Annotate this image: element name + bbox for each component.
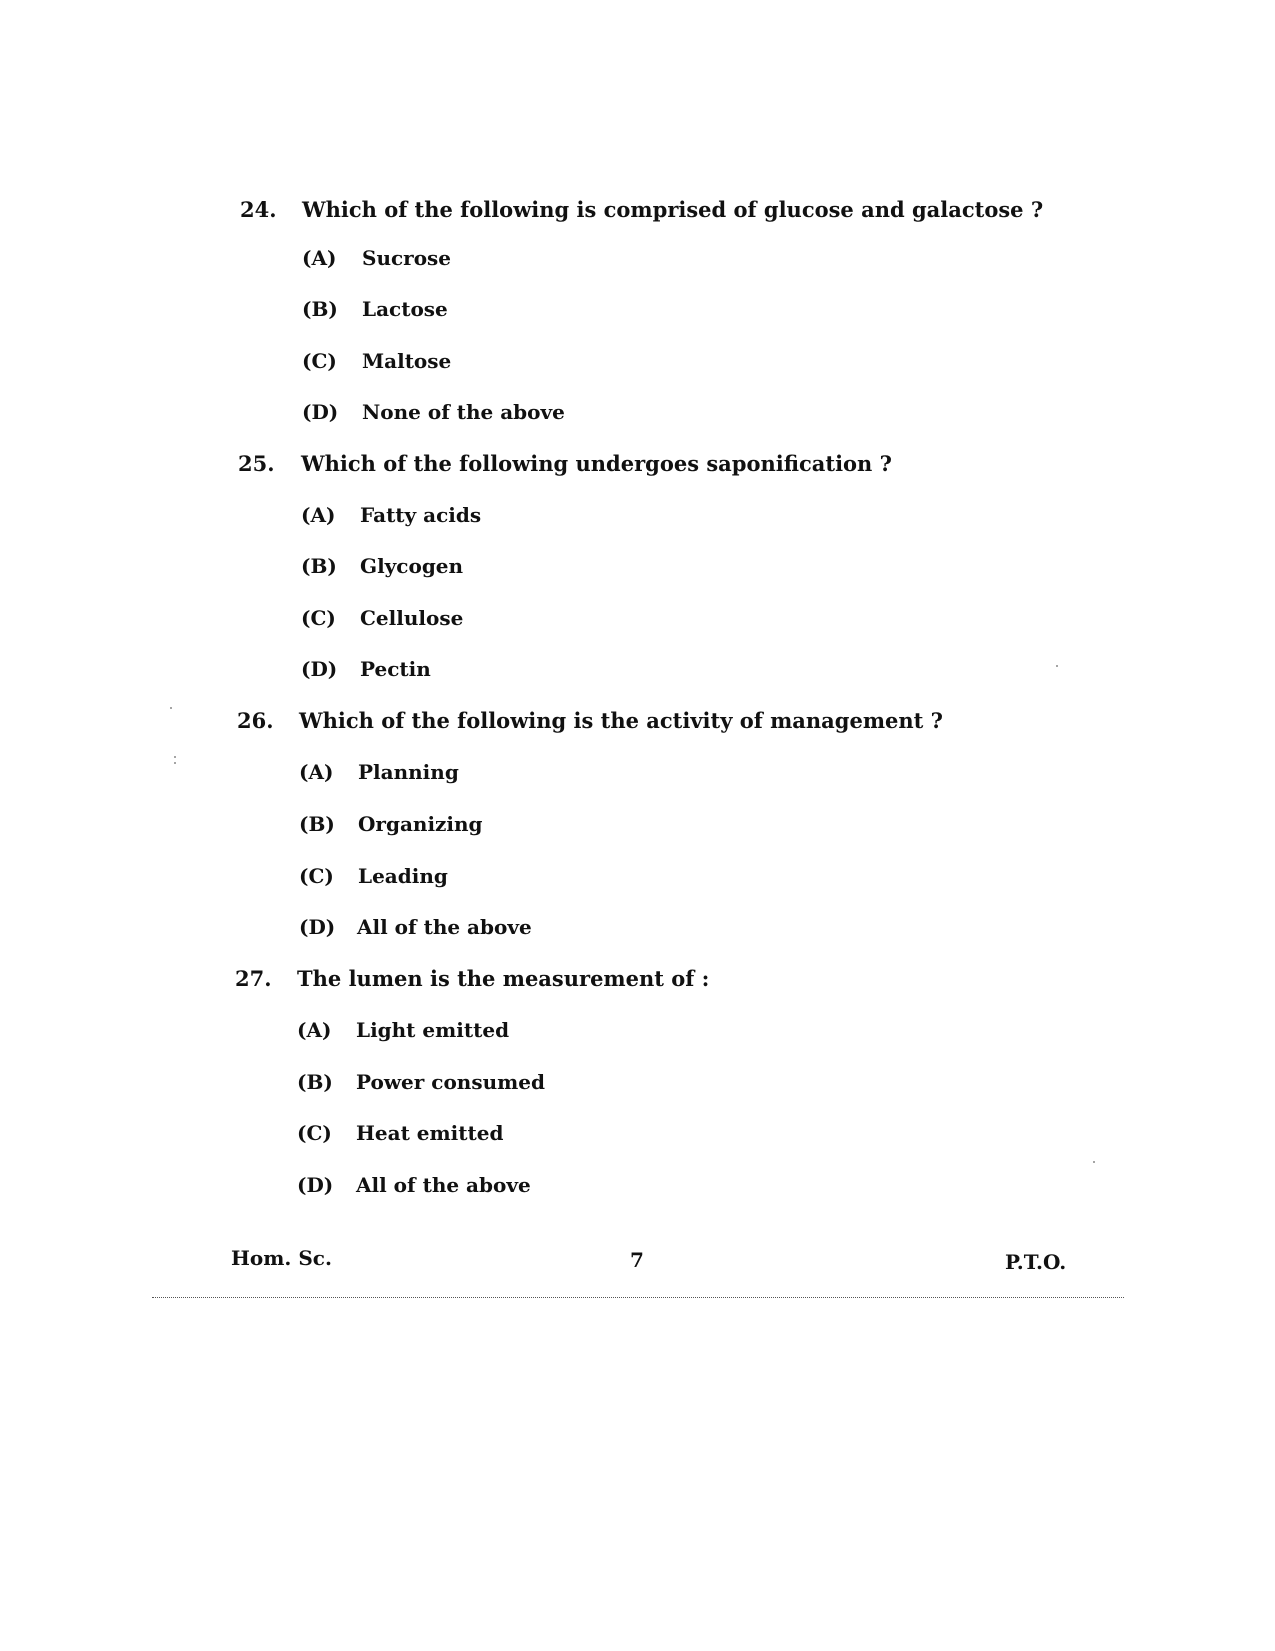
option-label: (D): [301, 657, 338, 681]
question-text: The lumen is the measurement of :: [297, 966, 710, 991]
question-number: 26.: [237, 708, 274, 733]
option-24-a: [0, 244, 1275, 272]
option-26-b: [0, 810, 1275, 838]
option-text: All of the above: [357, 915, 532, 939]
scan-speck: [1056, 665, 1058, 667]
option-text: Glycogen: [360, 554, 464, 578]
option-label: (B): [299, 812, 335, 836]
footer-pto: P.T.O.: [1005, 1250, 1067, 1274]
footer-subject: Hom. Sc.: [231, 1246, 332, 1270]
option-label: (C): [302, 349, 337, 373]
option-25-b: [0, 552, 1275, 580]
question-number: 24.: [240, 197, 277, 222]
scan-speck: [1093, 1161, 1095, 1163]
option-25-d: [0, 655, 1275, 683]
option-text: Light emitted: [356, 1018, 510, 1042]
option-25-c: [0, 604, 1275, 632]
option-text: Heat emitted: [356, 1121, 504, 1145]
question-text: Which of the following is comprised of glucose and galactose ?: [302, 197, 1044, 222]
option-27-c: [0, 1119, 1275, 1147]
question-number: 27.: [235, 966, 272, 991]
option-27-d: [0, 1171, 1275, 1199]
option-label: (B): [297, 1070, 333, 1094]
option-26-d: [0, 913, 1275, 941]
option-label: (D): [297, 1173, 334, 1197]
option-label: (B): [301, 554, 337, 578]
option-27-b: [0, 1068, 1275, 1096]
question-text: Which of the following is the activity of management ?: [299, 708, 943, 733]
option-text: Fatty acids: [360, 503, 482, 527]
option-text: Lactose: [362, 297, 448, 321]
option-26-c: [0, 862, 1275, 890]
option-25-a: [0, 501, 1275, 529]
option-24-c: [0, 347, 1275, 375]
option-text: Pectin: [360, 657, 431, 681]
option-26-a: [0, 758, 1275, 786]
option-27-a: [0, 1016, 1275, 1044]
option-label: (A): [301, 503, 336, 527]
option-label: (A): [299, 760, 334, 784]
option-24-d: [0, 398, 1275, 426]
option-text: Power consumed: [356, 1070, 546, 1094]
option-label: (C): [299, 864, 334, 888]
option-text: None of the above: [362, 400, 565, 424]
option-text: Cellulose: [360, 606, 464, 630]
option-text: Organizing: [358, 812, 483, 836]
option-24-b: [0, 295, 1275, 323]
scan-speck: [174, 762, 176, 764]
option-text: Planning: [358, 760, 459, 784]
question-text: Which of the following undergoes saponification ?: [301, 451, 892, 476]
option-label: (A): [302, 246, 337, 270]
option-text: Sucrose: [362, 246, 452, 270]
option-text: Leading: [358, 864, 448, 888]
option-text: All of the above: [356, 1173, 531, 1197]
option-label: (A): [297, 1018, 332, 1042]
option-label: (D): [302, 400, 339, 424]
option-label: (D): [299, 915, 336, 939]
option-text: Maltose: [362, 349, 452, 373]
question-number: 25.: [238, 451, 275, 476]
page-divider: [152, 1297, 1124, 1298]
option-label: (C): [297, 1121, 332, 1145]
scan-speck: [170, 707, 172, 709]
scan-speck: [174, 756, 176, 758]
option-label: (B): [302, 297, 338, 321]
option-label: (C): [301, 606, 336, 630]
footer-page-number: 7: [630, 1248, 644, 1272]
